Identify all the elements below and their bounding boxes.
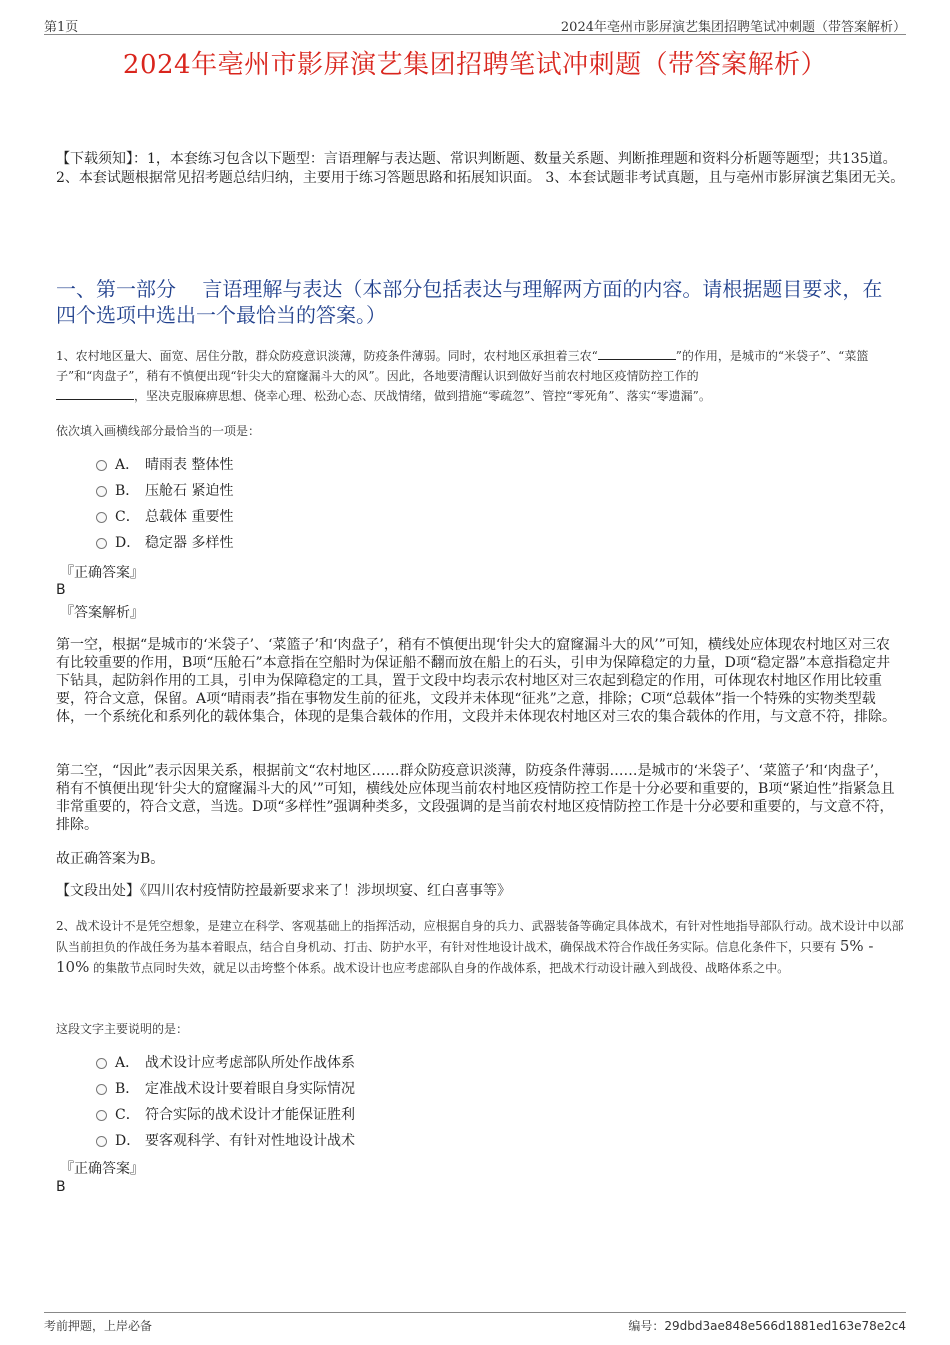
page-footer (44, 1312, 906, 1335)
option-d[interactable]: D． 要客观科学、有针对性地设计战术 (96, 1128, 355, 1154)
question-2-stem: 2、战术设计不是凭空想象，是建立在科学、客观基础上的指挥活动，应根据自身的兵力、武器装备等确定具体战术，有针对性地指导部队行动。战术设计中以部队当前担负的作战任务为基本着眼点，结合自身机动、打击、防护水平，有针对性地设计战术，确保战术符合作战任务实际。信息化条件下，只要有 5% - 10% 的集散节点同时失效，就足以击垮整个体系。战术设计也应考虑部队自身的作战体系，把战术行动设计融入到战役、战略体系之中。 (56, 919, 904, 976)
footer-slogan: 考前押题，上岸必备 (44, 1319, 153, 1333)
analysis-label: 『答案解析』 (60, 605, 144, 621)
option-c[interactable]: C． 符合实际的战术设计才能保证胜利 (96, 1102, 355, 1128)
analysis-paragraph-1: 第一空，根据“是城市的‘米袋子’、‘菜篮子’和‘肉盘子’，稍有不慎便出现‘针尖大的窟窿漏斗大的风’”可知，横线处应体现农村地区对三农有比较重要的作用，B项“压舱石”本意指在空船时为保证船不翻而放在船上的石头，引申为保障稳定的力量，D项“稳定器”本意指稳定井下钻具，起防斜作用的工具，引申为保障稳定的工具，置于文段中均表示农村地区对三农起到稳定的作用，可体现农村地区作用比较重要，符合文意，保留。A项“晴雨表”指在事物发生前的征兆，文段并未体现“征兆”之意，排除；C项“总载体”指一个特殊的实物类型载体，一个系统化和系列化的载体集合，体现的是集合载体的作用，文段并未体现农村地区对三农的集合载体的作用，与文意不符，排除。 (56, 637, 896, 725)
answer-blank-2 (56, 387, 134, 400)
radio-icon[interactable] (96, 486, 107, 497)
option-a[interactable]: A． 晴雨表 整体性 (96, 452, 233, 478)
question-1-instruction: 依次填入画横线部分最恰当的一项是： (56, 424, 261, 438)
radio-icon[interactable] (96, 538, 107, 549)
conclusion: 故正确答案为B。 (56, 851, 165, 867)
option-a[interactable]: A． 战术设计应考虑部队所处作战体系 (96, 1050, 355, 1076)
answer-blank-1 (598, 347, 676, 360)
header-doc-title: 2024年亳州市影屏演艺集团招聘笔试冲刺题（带答案解析） (560, 20, 906, 35)
question-1-options (96, 452, 233, 556)
page-header (44, 14, 906, 35)
correct-answer-label: 『正确答案』 (60, 565, 144, 581)
option-b[interactable]: B． 定准战术设计要着眼自身实际情况 (96, 1076, 355, 1102)
math-expression: 5% - 10% (56, 937, 874, 976)
radio-icon[interactable] (96, 1058, 107, 1069)
radio-icon[interactable] (96, 1136, 107, 1147)
correct-answer: B (56, 1179, 66, 1195)
question-2-options (96, 1050, 355, 1154)
question-1-stem: 1、农村地区量大、面宽、居住分散，群众防疫意识淡薄，防疫条件薄弱。同时，农村地区承担着三农“ ”的作用，是城市的“米袋子”、“菜篮子”和“肉盘子”，稍有不慎便出现“针尖大的窟窿漏斗大的风”。因此，各地要清醒认识到做好当前农村地区疫情防控工作的 ，坚决克服麻痹思想、侥幸心理、松劲心态、厌战情绪，做到措施“零疏忽”、管控“零死角”、落实“零遗漏”。 (56, 349, 869, 403)
analysis-paragraph-2: 第二空，“因此”表示因果关系，根据前文“农村地区……群众防疫意识淡薄，防疫条件薄弱……是城市的‘米袋子’、‘菜篮子’和‘肉盘子’，稍有不慎便出现‘针尖大的窟窿漏斗大的风’”可知，横线处应体现当前农村地区疫情防控工作是十分必要和重要的，B项“紧迫性”指紧急且非常重要的，符合文意，当选。D项“多样性”强调种类多，文段强调的是当前农村地区疫情防控工作是十分必要和重要的，与文意不符，排除。 (56, 763, 895, 833)
section-heading: 一、第一部分 言语理解与表达（本部分包括表达与理解两方面的内容。请根据题目要求，在四个选项中选出一个最恰当的答案。） (56, 277, 883, 327)
option-c[interactable]: C． 总载体 重要性 (96, 504, 233, 530)
option-b[interactable]: B． 压舱石 紧迫性 (96, 478, 233, 504)
radio-icon[interactable] (96, 512, 107, 523)
radio-icon[interactable] (96, 460, 107, 471)
page-number: 第1页 (44, 20, 79, 35)
question-2-instruction: 这段文字主要说明的是： (56, 1022, 189, 1036)
radio-icon[interactable] (96, 1084, 107, 1095)
radio-icon[interactable] (96, 1110, 107, 1121)
passage-source: 【文段出处】《四川农村疫情防控最新要求来了！涉坝坝宴、红白喜事等》 (56, 883, 511, 899)
correct-answer: B (56, 582, 66, 598)
download-notice: 【下载须知】：1，本套练习包含以下题型：言语理解与表达题、常识判断题、数量关系题、判断推理题和资料分析题等题型；共135道。 2、本套试题根据常见招考题总结归纳，主要用于练习答题思路和拓展知识面。 3、本套试题非考试真题，且与亳州市影屏演艺集团无关。 (56, 151, 905, 186)
footer-code: 编号：29dbd3ae848e566d1881ed163e78e2c4 (628, 1319, 906, 1333)
option-d[interactable]: D． 稳定器 多样性 (96, 530, 233, 556)
document-title: 2024年亳州市影屏演艺集团招聘笔试冲刺题（带答案解析） (122, 50, 828, 80)
correct-answer-label: 『正确答案』 (60, 1161, 144, 1177)
